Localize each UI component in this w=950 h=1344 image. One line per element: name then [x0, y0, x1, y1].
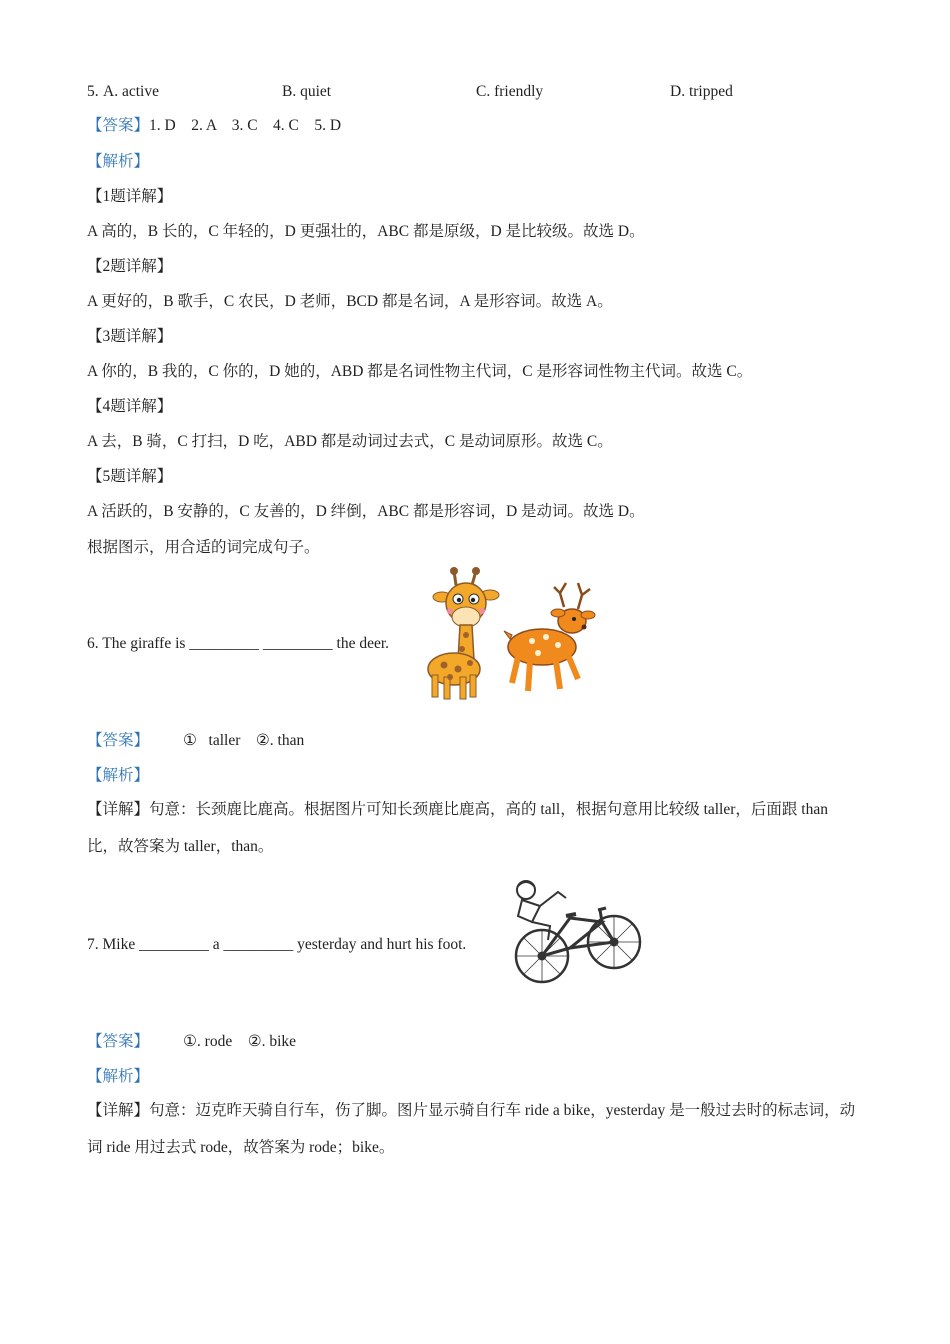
section-instruction: 根据图示，用合适的词完成句子。 [87, 539, 320, 556]
detail-5-text: A 活跃的，B 安静的，C 友善的，D 绊倒，ABC 都是形容词，D 是动词。故选 D。 [87, 503, 645, 520]
answer-tag: 【答案】 [87, 117, 150, 134]
q7-analysis-tag: 【解析】 [87, 1068, 150, 1085]
q7-sentence: 7. Mike _________ a _________ yesterday and hurt his foot. [87, 936, 467, 953]
q6-detail-tag: 【详解】 [87, 801, 150, 818]
answer-line [87, 116, 341, 136]
q7-answer-tag: 【答案】 [87, 1033, 150, 1050]
q7-detail-text: 句意：迈克昨天骑自行车，伤了脚。图片显示骑自行车 ride a bike，yesterday 是一般过去时的标志词，动词 ride 用过去式 rode，故答案为 rode；bike。 [87, 1102, 856, 1156]
detail-2-heading: 【2题详解】 [87, 258, 173, 275]
q7-answer-line [87, 1032, 296, 1052]
bike-rider-image [510, 878, 646, 998]
q6-analysis-tag: 【解析】 [87, 767, 150, 784]
q7-detail-tag: 【详解】 [87, 1102, 150, 1119]
detail-1-heading: 【1题详解】 [87, 188, 173, 205]
giraffe-deer-image [414, 565, 600, 705]
q5-option-c: C. friendly [476, 83, 544, 100]
q6-answer-tag: 【答案】 [87, 732, 150, 749]
q6-answer: ① taller ②. than [183, 732, 305, 749]
detail-1-text: A 高的，B 长的，C 年轻的，D 更强壮的，ABC 都是原级，D 是比较级。故选 D。 [87, 223, 645, 240]
detail-3-text: A 你的，B 我的，C 你的，D 她的，ABD 都是名词性物主代词，C 是形容词性物主代词。故选 C。 [87, 363, 753, 380]
analysis-tag: 【解析】 [87, 153, 150, 170]
bike-icon [516, 908, 640, 982]
q6-sentence: 6. The giraffe is _________ _________ the deer. [87, 635, 390, 652]
q5-option-a: A. active [103, 83, 159, 100]
q7-detail [87, 1092, 857, 1166]
detail-4-text: A 去，B 骑，C 打扫，D 吃，ABD 都是动词过去式，C 是动词原形。故选 C。 [87, 433, 613, 450]
detail-2-text: A 更好的，B 歌手，C 农民，D 老师，BCD 都是名词，A 是形容词。故选 A。 [87, 293, 613, 310]
answer-values: 1. D 2. A 3. C 4. C 5. D [149, 117, 342, 134]
q6-detail-text: 句意：长颈鹿比鹿高。根据图片可知长颈鹿比鹿高，高的 tall，根据句意用比较级 taller，后面跟 than 比，故答案为 taller，than。 [87, 801, 828, 855]
detail-3-heading: 【3题详解】 [87, 328, 173, 345]
detail-4-heading: 【4题详解】 [87, 398, 173, 415]
giraffe-icon [428, 567, 499, 699]
q6-detail [87, 791, 857, 865]
q5-number: 5. [87, 83, 99, 100]
q5-option-d: D. tripped [670, 83, 733, 100]
q6-answer-line [87, 731, 304, 751]
deer-icon [504, 583, 595, 691]
q7-answer: ①. rode ②. bike [183, 1033, 297, 1050]
detail-5-heading: 【5题详解】 [87, 468, 173, 485]
q5-option-b: B. quiet [282, 83, 332, 100]
